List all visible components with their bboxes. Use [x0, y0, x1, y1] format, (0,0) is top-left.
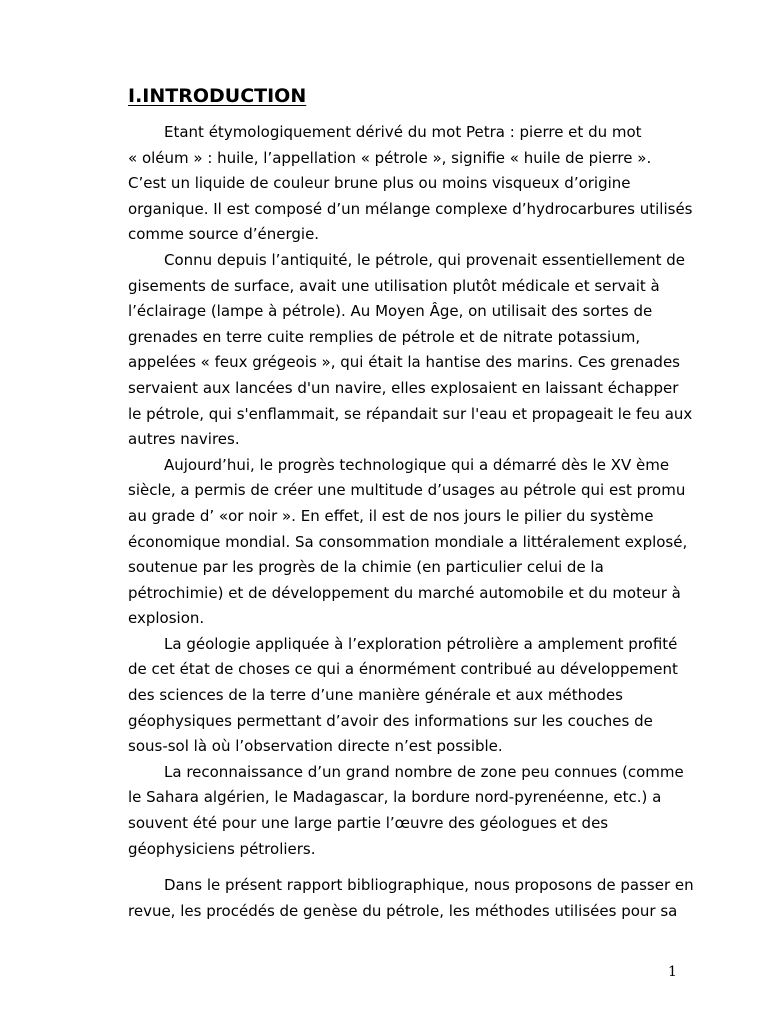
paragraph-history: [92, 248, 693, 453]
text-line: le pétrole, qui s'enflammait, se répandait sur l'eau et propageait le feu aux: [128, 404, 693, 423]
text-line: géophysiques permettant d’avoir des informations sur les couches de: [128, 711, 653, 730]
text-line: appelées « feux grégeois », qui était la hantise des marins. Ces grenades: [128, 353, 680, 372]
body-text: [92, 120, 694, 924]
text-line: sous-sol là où l’observation directe n’est possible.: [128, 737, 503, 756]
text-line: explosion.: [128, 609, 205, 628]
text-line: comme source d’énergie.: [128, 225, 320, 244]
text-line: de cet état de choses ce qui a énormément contribué au développement: [128, 660, 678, 679]
text-line: pétrochimie) et de développement du marché automobile et du moteur à: [128, 583, 681, 602]
section-heading: I.INTRODUCTION: [128, 85, 307, 107]
paragraph-modern-use: [92, 453, 688, 632]
text-line: autres navires.: [128, 430, 240, 449]
text-line: C’est un liquide de couleur brune plus ou moins visqueux d’origine: [128, 174, 631, 193]
text-line: géophysiciens pétroliers.: [128, 839, 316, 858]
paragraph-report-scope: [92, 873, 694, 924]
text-line: « oléum » : huile, l’appellation « pétrole », signifie « huile de pierre ».: [128, 148, 652, 167]
text-line: siècle, a permis de créer une multitude d’usages au pétrole qui est promu: [128, 481, 686, 500]
text-line: souvent été pour une large partie l’œuvre des géologues et des: [128, 814, 609, 833]
paragraph-etymology: [92, 120, 693, 248]
text-line: Connu depuis l’antiquité, le pétrole, qui provenait essentiellement de: [164, 250, 686, 269]
text-line: l’éclairage (lampe à pétrole). Au Moyen Âge, on utilisait des sortes de: [128, 302, 653, 321]
text-line: au grade d’ «or noir ». En effet, il est de nos jours le pilier du système: [128, 506, 654, 525]
paragraph-gap: [92, 862, 682, 873]
text-line: économique mondial. Sa consommation mondiale a littéralement explosé,: [128, 532, 688, 551]
text-line: le Sahara algérien, le Madagascar, la bordure nord-pyrenéenne, etc.) a: [128, 788, 662, 807]
text-line: soutenue par les progrès de la chimie (en particulier celui de la: [128, 558, 604, 577]
text-line: La géologie appliquée à l’exploration pétrolière a amplement profité: [164, 634, 678, 653]
paragraph-geology: [92, 632, 682, 760]
text-line: grenades en terre cuite remplies de pétrole et de nitrate potassium,: [128, 327, 641, 346]
text-line: gisements de surface, avait une utilisation plutôt médicale et servait à: [128, 276, 660, 295]
page-number: 1: [668, 964, 677, 980]
text-line: revue, les procédés de genèse du pétrole, les méthodes utilisées pour sa: [128, 901, 678, 920]
text-line: servaient aux lancées d'un navire, elles explosaient en laissant échapper: [128, 378, 679, 397]
text-line: La reconnaissance d’un grand nombre de zone peu connues (comme: [164, 762, 684, 781]
text-line: Etant étymologiquement dérivé du mot Petra : pierre et du mot: [164, 123, 642, 141]
paragraph-reconnaissance: [92, 760, 682, 862]
text-line: organique. Il est composé d’un mélange complexe d’hydrocarbures utilisés: [128, 199, 693, 218]
text-line: des sciences de la terre d’une manière générale et aux méthodes: [128, 686, 623, 705]
text-line: Aujourd’hui, le progrès technologique qui a démarré dès le XV ème: [164, 455, 670, 474]
text-line: Dans le présent rapport bibliographique, nous proposons de passer en: [164, 876, 694, 895]
